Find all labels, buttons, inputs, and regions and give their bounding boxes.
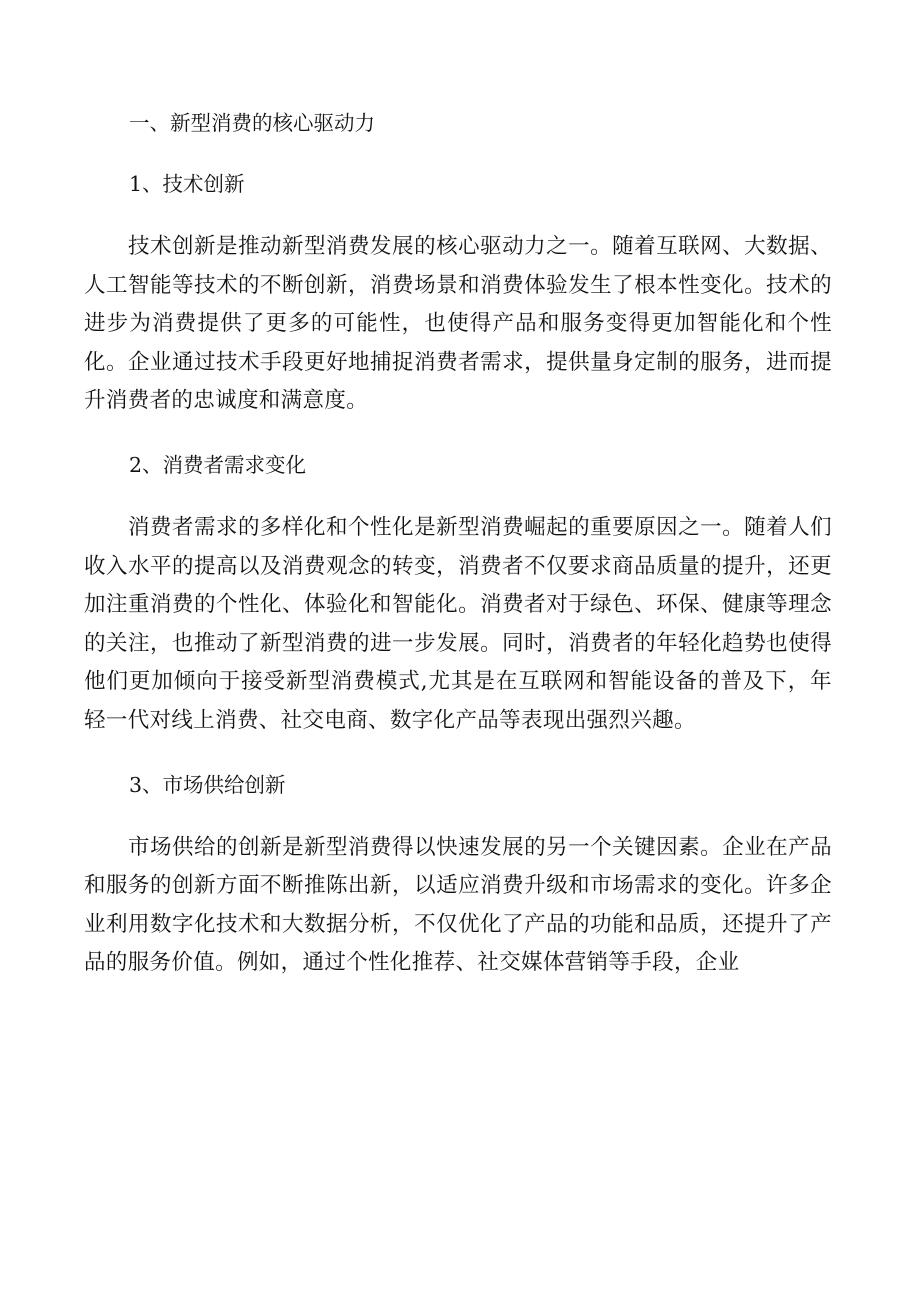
subsection-heading-2: 2、消费者需求变化	[129, 452, 307, 477]
document-body	[84, 106, 832, 983]
section-title: 一、新型消费的核心驱动力	[129, 111, 375, 135]
subsection-heading-1: 1、技术创新	[129, 172, 245, 196]
subsection-paragraph-1: 技术创新是推动新型消费发展的核心驱动力之一。随着互联网、大数据、人工智能等技术的不断创新，消费场景和消费体验发生了根本性变化。技术的进步为消费提供了更多的可能性，也使得产品和服务变得更加智能化和个性化。企业通过技术手段更好地捕捉消费者需求，提供量身定制的服务，进而提升消费者的忠诚度和满意度。	[84, 234, 832, 414]
subsection-paragraph-2: 消费者需求的多样化和个性化是新型消费崛起的重要原因之一。随着人们收入水平的提高以及消费观念的转变，消费者不仅要求商品质量的提升，还更加注重消费的个性化、体验化和智能化。消费者对于绿色、环保、健康等理念的关注，也推动了新型消费的进一步发展。同时，消费者的年轻化趋势也使得他们更加倾向于接受新型消费模式,尤其是在互联网和智能设备的普及下，年轻一代对线上消费、社交电商、数字化产品等表现出强烈兴趣。	[84, 514, 832, 733]
subsection-paragraph-3: 市场供给的创新是新型消费得以快速发展的另一个关键因素。企业在产品和服务的创新方面不断推陈出新，以适应消费升级和市场需求的变化。许多企业利用数字化技术和大数据分析，不仅优化了产品的功能和品质，还提升了产品的服务价值。例如，通过个性化推荐、社交媒体营销等手段，企业	[84, 834, 832, 976]
subsection-heading-3: 3、市场供给创新	[129, 772, 286, 797]
